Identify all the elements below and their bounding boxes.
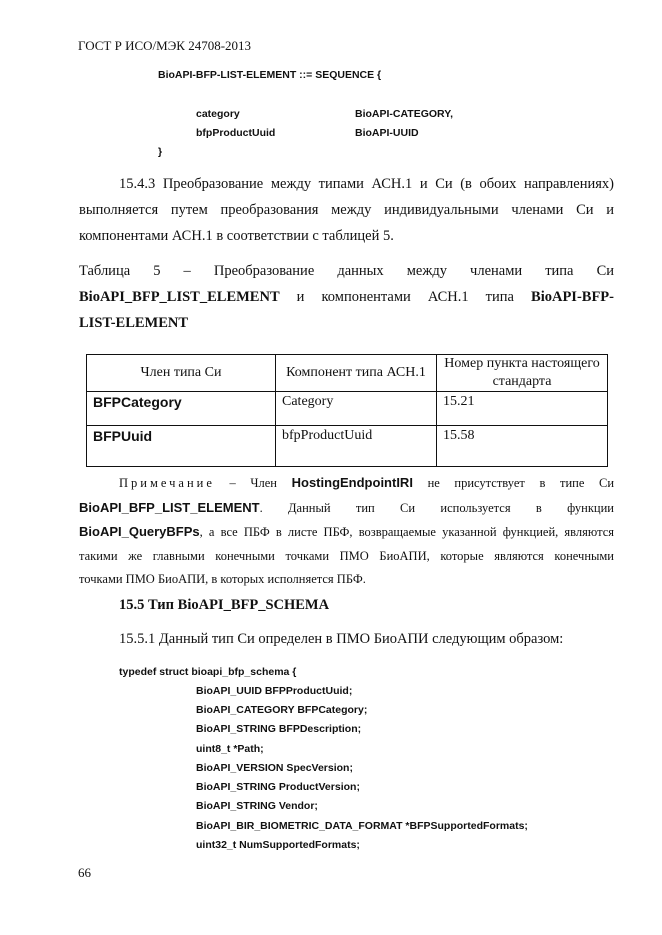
paragraph-15-5-1: 15.5.1 Данный тип Си определен в ПМО БиоАПИ следующим образом: <box>119 631 564 647</box>
caption-bold-type: LIST-ELEMENT <box>79 315 189 331</box>
document-header: ГОСТ Р ИСО/МЭК 24708-2013 <box>78 38 252 53</box>
section-heading: 15.5 Тип BioAPI_BFP_SCHEMA <box>119 597 330 613</box>
note-line <box>79 520 614 545</box>
note-line <box>79 471 614 496</box>
struct-field: BioAPI_CATEGORY BFPCategory; <box>196 704 368 716</box>
note-line: такими же главными конечными точками ПМО БиоАПИ, которые являются конечными <box>79 548 614 563</box>
note-label: Примечание <box>119 476 215 490</box>
table-row <box>87 426 608 467</box>
table-caption <box>79 258 614 336</box>
asn-field-name: category <box>196 108 240 120</box>
table-row <box>87 392 608 426</box>
caption-line <box>79 284 614 310</box>
struct-field: BioAPI_STRING ProductVersion; <box>196 781 360 793</box>
paragraph-line: выполняется путем преобразования между индивидуальными членами Си и <box>79 202 614 218</box>
table-header-cell: Номер пункта настоящего стандарта <box>437 355 608 392</box>
note-text: . Данный тип Си используется в функции <box>259 500 614 515</box>
struct-field: uint8_t *Path; <box>196 743 264 755</box>
caption-bold-type: BioAPI_BFP_LIST_ELEMENT <box>79 289 280 305</box>
asn-field-name: bfpProductUuid <box>196 127 276 139</box>
struct-field: BioAPI_UUID BFPProductUuid; <box>196 685 353 697</box>
struct-field: BioAPI_BIR_BIOMETRIC_DATA_FORMAT *BFPSupportedFormats; <box>196 820 528 832</box>
note-bold-type: BioAPI_BFP_LIST_ELEMENT <box>79 499 260 515</box>
table-cell-clause: 15.21 <box>437 392 608 426</box>
caption-bold-type: BioAPI-BFP- <box>531 289 614 305</box>
paragraph-line: 15.4.3 Преобразование между типами АСН.1 и Си (в обоих направлениях) <box>119 176 614 192</box>
note-bold-function: BioAPI_QueryBFPs <box>79 524 200 539</box>
caption-line <box>79 310 614 336</box>
caption-text: и компонентами АСН.1 типа <box>279 289 532 305</box>
paragraph-line: компонентами АСН.1 в соответствии с таблицей 5. <box>79 228 394 244</box>
table-cell-member: BFPUuid <box>87 426 276 467</box>
page-number: 66 <box>78 865 91 880</box>
table-header-row <box>87 355 608 392</box>
note-dash: – <box>229 476 236 490</box>
note-line: точками ПМО БиоАПИ, в которых исполняется ПБФ. <box>79 572 366 586</box>
struct-field: BioAPI_VERSION SpecVersion; <box>196 762 353 774</box>
table-header-cell: Компонент типа АСН.1 <box>276 355 437 392</box>
table-cell-member: BFPCategory <box>87 392 276 426</box>
table-cell-component: bfpProductUuid <box>276 426 437 467</box>
struct-field: uint32_t NumSupportedFormats; <box>196 839 360 851</box>
caption-line: Таблица 5 – Преобразование данных между членами типа Си <box>79 263 614 279</box>
note-text: не присутствует в типе Си <box>427 476 615 490</box>
asn-sequence-open: BioAPI-BFP-LIST-ELEMENT ::= SEQUENCE { <box>158 69 382 81</box>
table-header-cell: Член типа Си <box>87 355 276 392</box>
asn-field-type: BioAPI-UUID <box>355 127 419 139</box>
struct-field: BioAPI_STRING Vendor; <box>196 800 318 812</box>
paragraph-15-4-3 <box>79 171 614 249</box>
note-bold-member: HostingEndpointIRI <box>291 475 413 490</box>
struct-open: typedef struct bioapi_bfp_schema { <box>119 666 297 678</box>
note-line <box>79 496 614 521</box>
asn-sequence-close: } <box>158 146 163 158</box>
note-block <box>79 471 614 592</box>
note-text: Член <box>250 476 277 490</box>
note-text: , а все ПБФ в листе ПБФ, возвращаемые указанной функцией, являются <box>199 525 614 539</box>
struct-field: BioAPI_STRING BFPDescription; <box>196 723 362 735</box>
table-cell-clause: 15.58 <box>437 426 608 467</box>
asn-field-type: BioAPI-CATEGORY, <box>355 108 454 120</box>
table-cell-component: Category <box>276 392 437 426</box>
conversion-table <box>86 354 608 467</box>
